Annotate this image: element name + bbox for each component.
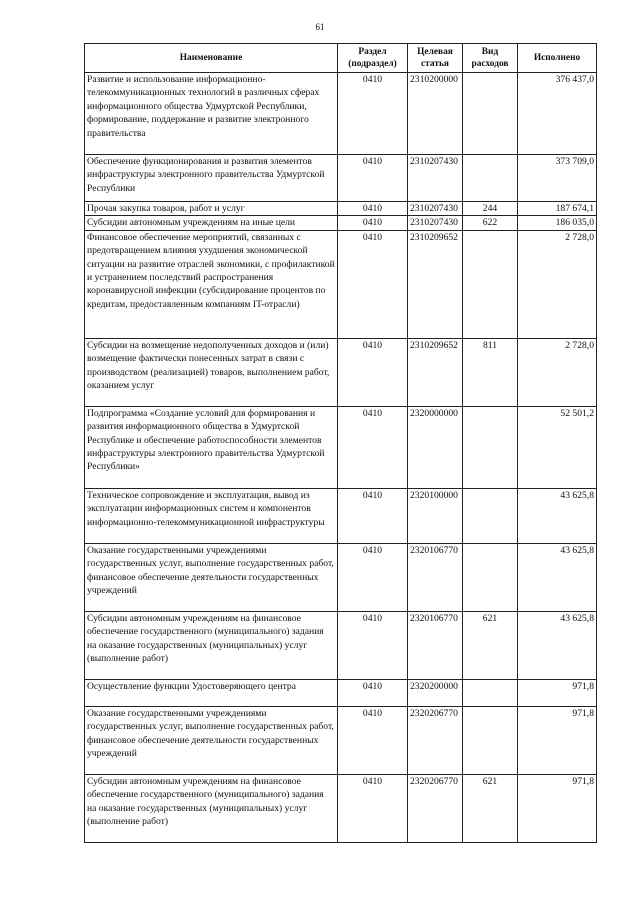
cell-executed: 971,8 — [518, 679, 597, 706]
cell-expense-type: 621 — [463, 774, 518, 842]
cell-name: Подпрограмма «Создание условий для формирования и развития информационного общества в Удмуртской Республике и обеспечение работоспособности элементов инфраструктуры электронного правительства Удмуртской Республики» — [85, 406, 338, 488]
table-row — [85, 73, 597, 155]
table-row — [85, 155, 597, 202]
cell-article: 2320206770 — [408, 774, 463, 842]
cell-name: Обеспечение функционирования и развития элементов инфраструктуры электронного правительства Удмуртской Республики — [85, 155, 338, 202]
cell-article: 2310207430 — [408, 155, 463, 202]
budget-execution-table — [84, 43, 597, 843]
cell-executed: 186 035,0 — [518, 216, 597, 230]
cell-executed: 52 501,2 — [518, 406, 597, 488]
cell-executed: 43 625,8 — [518, 488, 597, 543]
cell-executed: 376 437,0 — [518, 73, 597, 155]
cell-name: Субсидии на возмещение недополученных доходов и (или) возмещение фактически понесенных затрат в связи с производством (реализацией) товаров, выполнением работ, оказанием услуг — [85, 338, 338, 406]
table-row — [85, 202, 597, 216]
table-row — [85, 230, 597, 338]
cell-article: 2310209652 — [408, 230, 463, 338]
cell-name: Оказание государственными учреждениями государственных услуг, выполнение государственных работ, финансовое обеспечение деятельности государственных учреждений — [85, 543, 338, 611]
cell-executed: 2 728,0 — [518, 230, 597, 338]
cell-article: 2320206770 — [408, 706, 463, 774]
cell-section: 0410 — [338, 706, 408, 774]
cell-article: 2320106770 — [408, 611, 463, 679]
table-row — [85, 216, 597, 230]
cell-expense-type: 811 — [463, 338, 518, 406]
cell-expense-type — [463, 155, 518, 202]
cell-section: 0410 — [338, 73, 408, 155]
cell-name: Техническое сопровождение и эксплуатация, вывод из эксплуатации информационных систем и компонентов информационно-телекоммуникационной инфраструктуры — [85, 488, 338, 543]
table-row — [85, 679, 597, 706]
header-article: Целевая статья — [408, 44, 463, 73]
cell-executed: 2 728,0 — [518, 338, 597, 406]
cell-section: 0410 — [338, 155, 408, 202]
cell-article: 2320000000 — [408, 406, 463, 488]
cell-section: 0410 — [338, 202, 408, 216]
table-row — [85, 774, 597, 842]
table-row — [85, 488, 597, 543]
cell-section: 0410 — [338, 406, 408, 488]
cell-section: 0410 — [338, 230, 408, 338]
header-expense-type: Вид расходов — [463, 44, 518, 73]
cell-expense-type — [463, 543, 518, 611]
cell-name: Осуществление функции Удостоверяющего центра — [85, 679, 338, 706]
cell-executed: 43 625,8 — [518, 543, 597, 611]
cell-expense-type: 622 — [463, 216, 518, 230]
cell-executed: 43 625,8 — [518, 611, 597, 679]
page-number: 61 — [315, 22, 325, 32]
cell-article: 2310200000 — [408, 73, 463, 155]
table-row — [85, 406, 597, 488]
cell-name: Субсидии автономным учреждениям на финансовое обеспечение государственного (муниципального) задания на оказание государственных (муниципальных) услуг (выполнение работ) — [85, 611, 338, 679]
cell-expense-type — [463, 406, 518, 488]
cell-article: 2310207430 — [408, 216, 463, 230]
cell-article: 2310209652 — [408, 338, 463, 406]
header-section: Раздел (подраздел) — [338, 44, 408, 73]
cell-article: 2320200000 — [408, 679, 463, 706]
table-header-row — [85, 44, 597, 73]
cell-expense-type — [463, 679, 518, 706]
cell-section: 0410 — [338, 543, 408, 611]
cell-name: Развитие и использование информационно-телекоммуникационных технологий в различных сферах информационного общества Удмуртской Республики, формирование, поддержание и развитие электронного правительства — [85, 73, 338, 155]
table-row — [85, 706, 597, 774]
header-executed: Исполнено — [518, 44, 597, 73]
cell-name: Оказание государственными учреждениями государственных услуг, выполнение государственных работ, финансовое обеспечение деятельности государственных учреждений — [85, 706, 338, 774]
cell-section: 0410 — [338, 488, 408, 543]
cell-article: 2310207430 — [408, 202, 463, 216]
cell-expense-type — [463, 706, 518, 774]
cell-article: 2320100000 — [408, 488, 463, 543]
cell-name: Субсидии автономным учреждениям на финансовое обеспечение государственного (муниципального) задания на оказание государственных (муниципальных) услуг (выполнение работ) — [85, 774, 338, 842]
cell-expense-type — [463, 73, 518, 155]
cell-expense-type: 244 — [463, 202, 518, 216]
table-row — [85, 338, 597, 406]
cell-executed: 971,8 — [518, 774, 597, 842]
cell-article: 2320106770 — [408, 543, 463, 611]
table-row — [85, 611, 597, 679]
cell-executed: 373 709,0 — [518, 155, 597, 202]
table-row — [85, 543, 597, 611]
header-name: Наименование — [85, 44, 338, 73]
cell-expense-type — [463, 230, 518, 338]
cell-section: 0410 — [338, 216, 408, 230]
cell-expense-type: 621 — [463, 611, 518, 679]
cell-name: Прочая закупка товаров, работ и услуг — [85, 202, 338, 216]
cell-section: 0410 — [338, 338, 408, 406]
cell-executed: 971,8 — [518, 706, 597, 774]
cell-executed: 187 674,1 — [518, 202, 597, 216]
cell-section: 0410 — [338, 679, 408, 706]
cell-section: 0410 — [338, 611, 408, 679]
cell-section: 0410 — [338, 774, 408, 842]
cell-name: Финансовое обеспечение мероприятий, связанных с предотвращением влияния ухудшения экономической ситуации на развитие отраслей экономики, с профилактикой и устранением последствий распространения коронавирусной инфекции (субсидирование процентов по кредитам, предоставленным компаниям IT-отрасли) — [85, 230, 338, 338]
cell-expense-type — [463, 488, 518, 543]
cell-name: Субсидии автономным учреждениям на иные цели — [85, 216, 338, 230]
